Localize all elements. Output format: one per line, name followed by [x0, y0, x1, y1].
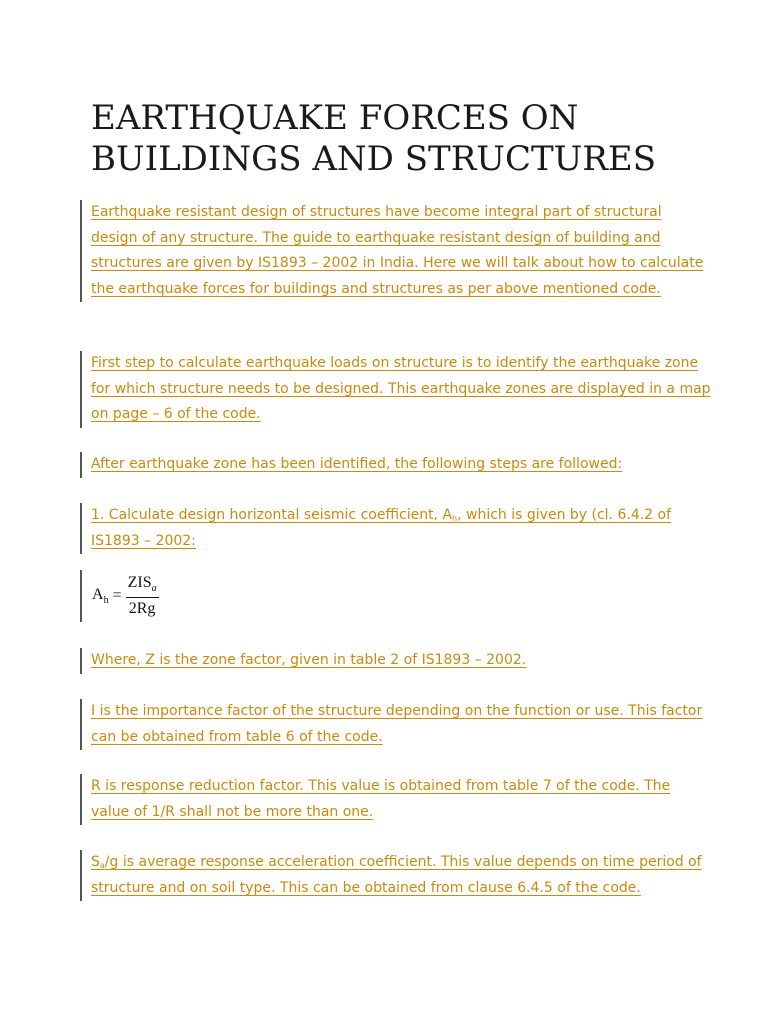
paragraph-response-reduction-text: R is response reduction factor. This value is obtained from table 7 of the code. The value of 1/R shall not be more than one. [91, 778, 671, 820]
formula-numerator-text: ZIS [127, 574, 152, 592]
paragraph-step-1[interactable] [80, 503, 711, 554]
acceleration-text-start: S [91, 854, 100, 870]
paragraph-intro-text: Earthquake resistant design of structures have become integral part of structural design of any structure. The guide to earthquake resistant design of building and structures are given by IS1893 – 2002 in India. Here we will talk about how to calculate the earthquake forces for buildings and structures as per above mentioned code. [91, 204, 704, 297]
paragraph-zone-factor-text: Where, Z is the zone factor, given in table 2 of IS1893 – 2002. [91, 652, 527, 668]
step-1-text-start: 1. Calculate design horizontal seismic coefficient, A [91, 507, 453, 523]
acceleration-subscript: a [99, 861, 105, 870]
paragraph-zone[interactable] [80, 351, 711, 428]
formula-lhs-symbol: A [92, 585, 104, 603]
paragraph-importance-factor[interactable] [80, 699, 711, 750]
formula-denominator: 2Rg [128, 599, 156, 617]
formula-numerator-subscript: a [151, 583, 157, 595]
paragraph-steps[interactable] [80, 452, 711, 478]
formula-fraction [126, 574, 159, 617]
formula-lhs [92, 586, 109, 606]
page-title: EARTHQUAKE FORCES ON BUILDINGS AND STRUCTURES [91, 98, 657, 179]
paragraph-importance-factor-text: I is the importance factor of the structure depending on the function or use. This factor can be obtained from table 6 of the code. [91, 703, 703, 745]
paragraph-acceleration-coefficient[interactable] [80, 850, 711, 901]
seismic-coefficient-formula [80, 570, 159, 622]
formula-equals: = [112, 587, 122, 604]
formula-numerator [126, 574, 159, 597]
acceleration-text-end: /g is average response acceleration coefficient. This value depends on time period of structure and on soil type. This can be obtained from clause 6.4.5 of the code. [91, 854, 702, 896]
formula-lhs-subscript: h [103, 595, 109, 607]
step-1-subscript: h [452, 514, 458, 523]
step-1-text-end: , which is given by (cl. 6.4.2 of IS1893 – 2002: [91, 507, 672, 549]
paragraph-steps-text: After earthquake zone has been identified, the following steps are followed: [91, 456, 623, 472]
paragraph-intro[interactable] [80, 200, 711, 302]
paragraph-zone-factor[interactable] [80, 648, 711, 674]
paragraph-zone-text: First step to calculate earthquake loads on structure is to identify the earthquake zone for which structure needs to be designed. This earthquake zones are displayed in a map on page – 6 of the code. [91, 355, 711, 422]
paragraph-response-reduction[interactable] [80, 774, 711, 825]
